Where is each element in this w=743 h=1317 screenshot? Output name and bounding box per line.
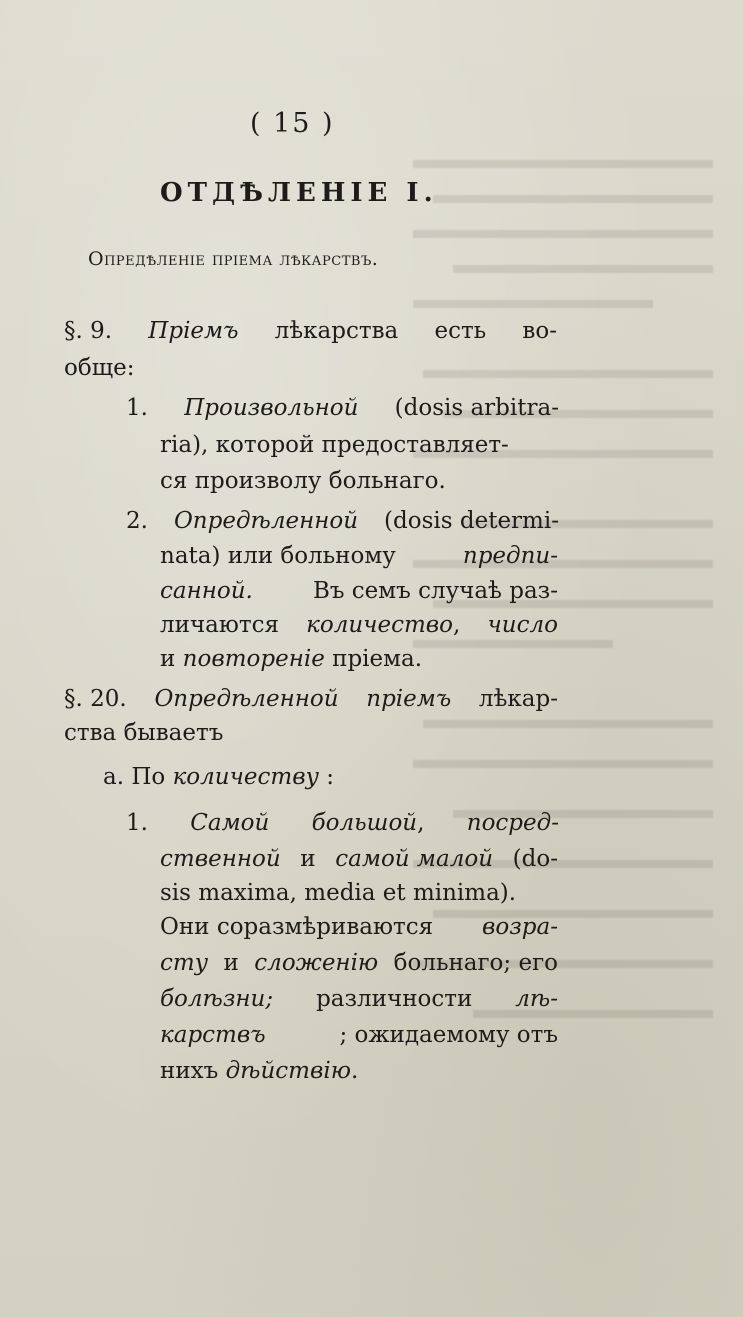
text: nata) или больному	[160, 543, 396, 569]
term: посред-	[466, 810, 559, 836]
section-title: ОТДѢЛЕНІЕ I.	[160, 178, 438, 208]
item-9-1-line-2: ria), которой предоставляет-	[160, 432, 509, 458]
term: лѣ-	[515, 986, 558, 1012]
paragraph-20-line-2: ства бываетъ	[64, 720, 224, 746]
item-9-2-line-5	[160, 646, 422, 672]
item-20-1-line-2	[160, 846, 558, 872]
item-9-1-line-3: ся произволу больнаго.	[160, 468, 446, 494]
text: лѣкар-	[478, 686, 558, 712]
text: и	[160, 646, 176, 672]
text: лѣкарства	[274, 318, 399, 344]
term: число	[487, 612, 558, 638]
term: сту	[160, 950, 209, 976]
text: во-	[522, 318, 557, 344]
text: есть	[434, 318, 487, 344]
text: (do-	[512, 846, 558, 872]
item-20-1-line-7	[160, 1022, 558, 1048]
text: и	[223, 950, 239, 976]
term: большой	[311, 810, 418, 836]
term: возра-	[482, 914, 558, 940]
term: Опредѣленной	[173, 508, 359, 534]
text: пріема.	[332, 646, 423, 672]
punctuation: ,	[453, 612, 461, 638]
punctuation: .	[350, 1058, 359, 1084]
item-number: 1.	[126, 395, 148, 421]
item-20-1-line-5	[160, 950, 558, 976]
term: карствъ	[160, 1022, 266, 1048]
text: и	[300, 846, 316, 872]
subsection-a	[103, 764, 334, 790]
paragraph-9-line-1	[64, 318, 557, 344]
paragraph-20-line-1	[64, 686, 558, 712]
text: (dosis arbitra-	[394, 395, 559, 421]
term: количество	[306, 612, 454, 638]
term: Самой	[190, 810, 270, 836]
term: санной.	[160, 578, 253, 604]
term: Опредѣленной	[154, 686, 339, 712]
item-20-1-line-1	[126, 810, 559, 836]
text: больнаго; его	[393, 950, 558, 976]
item-20-1-line-4	[160, 914, 558, 940]
text: Въ семъ случаѣ раз-	[312, 578, 558, 604]
term: пріемъ	[366, 686, 452, 712]
item-number: 2.	[126, 508, 148, 534]
term: количеству	[172, 764, 319, 790]
text: а. По	[103, 764, 166, 790]
term: повтореніе	[182, 646, 325, 672]
punctuation: :	[326, 764, 335, 790]
item-9-2-line-4	[160, 612, 558, 638]
term: болѣзни;	[160, 986, 274, 1012]
paragraph-mark: §. 20.	[64, 686, 127, 712]
item-9-2-line-2	[160, 543, 558, 569]
paragraph-mark: §. 9.	[64, 318, 113, 344]
term: сложенію	[254, 950, 379, 976]
text: различности	[316, 986, 473, 1012]
term: предпи-	[462, 543, 558, 569]
item-9-2-line-1	[126, 508, 559, 534]
item-9-1-line-1	[126, 395, 559, 421]
term: дѣйствію	[225, 1058, 351, 1084]
term: Пріемъ	[148, 318, 239, 344]
text: Они соразмѣриваются	[160, 914, 434, 940]
paragraph-9-line-2: обще:	[64, 355, 135, 381]
punctuation: ,	[417, 810, 425, 836]
text: нихъ	[160, 1058, 219, 1084]
item-20-1-line-6	[160, 986, 558, 1012]
section-subtitle: Опредѣленіе пріема лѣкарствъ.	[88, 248, 379, 270]
item-20-1-line-8	[160, 1058, 358, 1084]
text: личаются	[160, 612, 279, 638]
text: (dosis determi-	[384, 508, 559, 534]
term: ственной	[160, 846, 281, 872]
text: ; ожидаемому отъ	[339, 1022, 558, 1048]
item-9-2-line-3	[160, 578, 558, 604]
term: самой малой	[335, 846, 494, 872]
term: Произвольной	[184, 395, 359, 421]
page-number: ( 15 )	[250, 108, 335, 139]
item-20-1-line-3: sis maxima, media et minima).	[160, 880, 517, 906]
item-number: 1.	[126, 810, 148, 836]
